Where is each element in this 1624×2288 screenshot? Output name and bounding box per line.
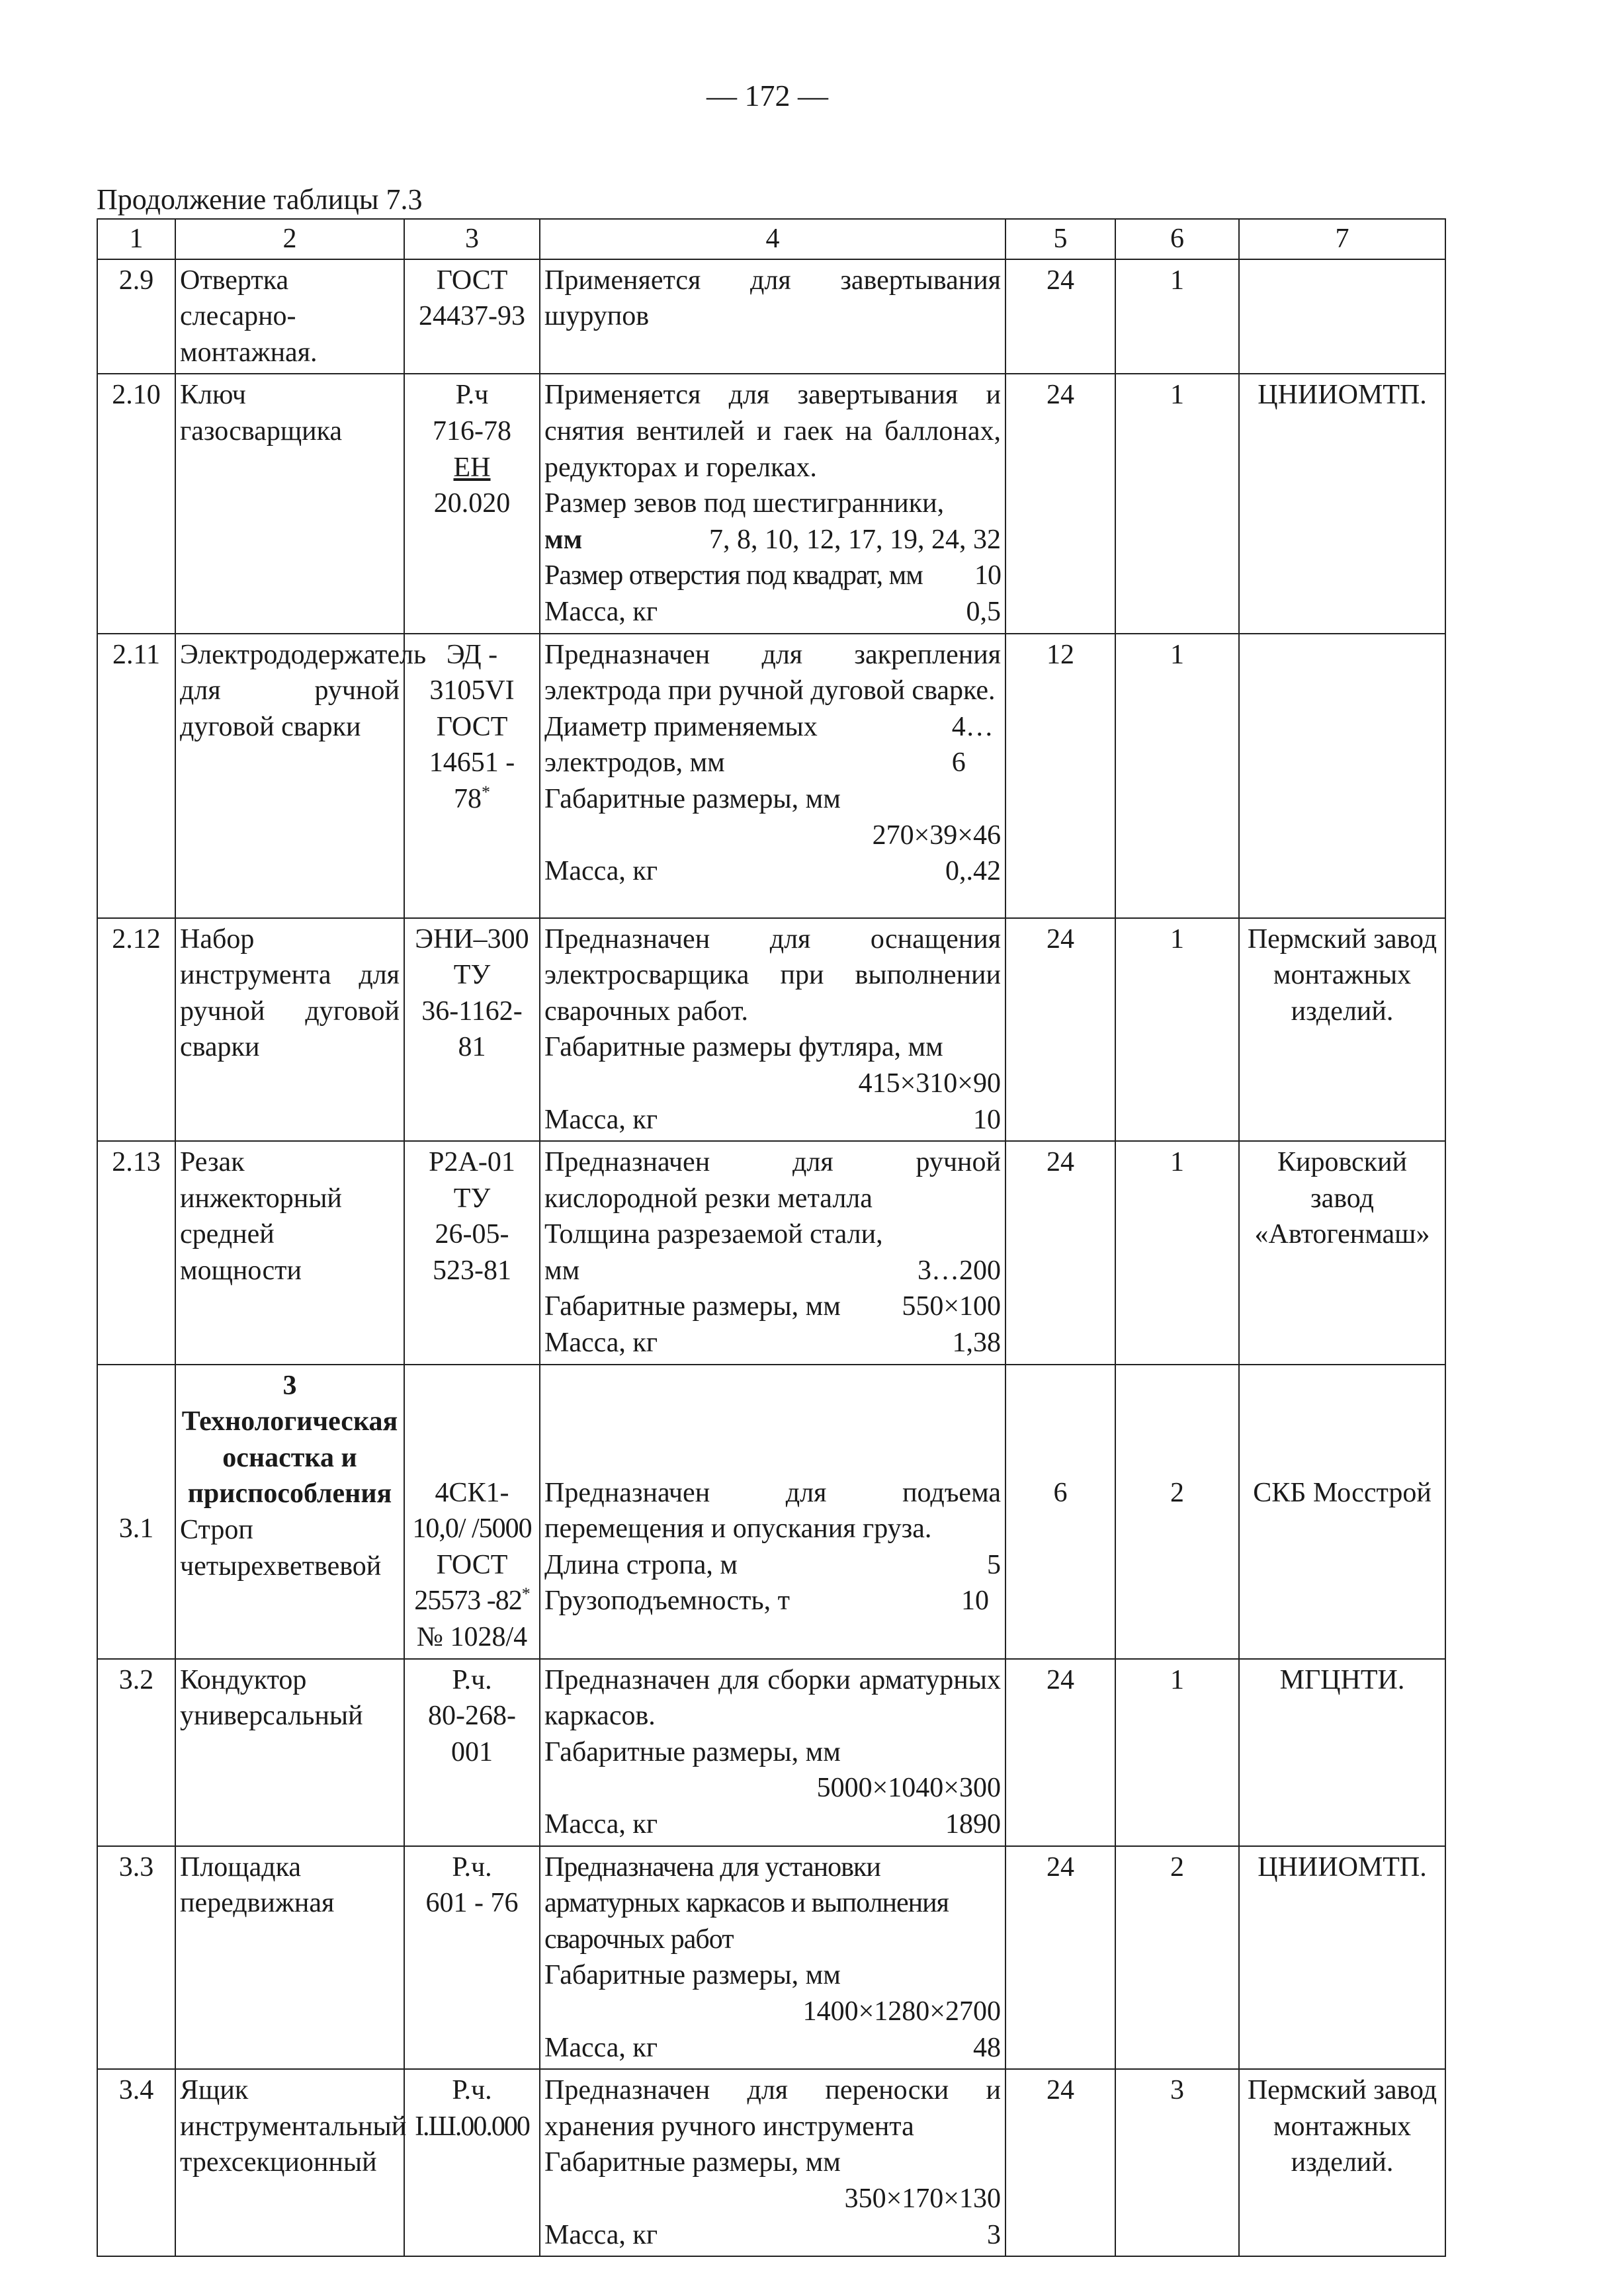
spec-label: Масса, кг — [544, 596, 658, 627]
spec-label: Габаритные размеры, мм — [544, 1736, 841, 1767]
desc-text: Предназначен для сборки арматурных каркасов. — [544, 1664, 1001, 1732]
col6-value: 1 — [1115, 634, 1239, 918]
row-number: 3.4 — [97, 2069, 175, 2256]
item-description — [540, 1846, 1005, 2070]
spec-line — [544, 709, 1001, 781]
col6-value: 2 — [1115, 1846, 1239, 2070]
doc-line: Р.ч. — [452, 1664, 492, 1695]
doc-line: ГОСТ — [436, 711, 508, 742]
spec-label: Габаритные размеры, мм — [544, 1960, 841, 1991]
row-number-text: 3.1 — [118, 1513, 154, 1544]
item-description — [540, 634, 1005, 918]
row-number — [97, 1365, 175, 1659]
spec-label: Масса, кг — [544, 1809, 658, 1840]
row-number: 2.13 — [97, 1141, 175, 1365]
table-caption: Продолжение таблицы 7.3 — [97, 183, 423, 216]
row-number: 3.3 — [97, 1846, 175, 2070]
col5-value — [1005, 1365, 1115, 1659]
spec-value: 10 — [961, 1586, 989, 1617]
item-description — [540, 374, 1005, 633]
item-name: Резак инжекторный средней мощности — [175, 1141, 404, 1365]
desc-text: Предназначен для переноски и хранения ручного инструмента — [544, 2075, 1001, 2142]
table-row — [97, 259, 1445, 374]
item-description — [540, 1659, 1005, 1846]
col5-value: 24 — [1005, 374, 1115, 633]
spec-value: 0,.42 — [945, 856, 1001, 887]
spec-line — [544, 1289, 1001, 1325]
spec-label: Длина стропа, м — [544, 1549, 738, 1580]
spec-label: Масса, кг — [544, 1104, 658, 1135]
doc-line: 001 — [451, 1736, 493, 1767]
header-cell: 6 — [1115, 219, 1239, 259]
spec-line — [544, 1583, 1001, 1619]
col7-value: Пермский завод монтажных изделий. — [1239, 2069, 1445, 2256]
item-name: Ящик инструментальный трехсекционный — [175, 2069, 404, 2256]
spec-value: 550×100 — [902, 1291, 1001, 1322]
item-name — [175, 1365, 404, 1659]
item-description — [540, 2069, 1005, 2256]
table-row — [97, 634, 1445, 918]
spec-value: 48 — [973, 2032, 1001, 2063]
item-name: Кондуктор универсальный — [175, 1659, 404, 1846]
spec-label: Масса, кг — [544, 2219, 658, 2250]
equipment-table — [97, 218, 1446, 2257]
desc-text: Применяется для завертывания шурупов — [544, 265, 1001, 332]
doc-text: 25573 -82 — [414, 1586, 522, 1617]
doc-line: 81 — [458, 1032, 486, 1063]
doc-line: 3105VI — [429, 675, 515, 706]
col5-value: 24 — [1005, 1846, 1115, 2070]
col6-value: 1 — [1115, 918, 1239, 1142]
doc-line: 601 - 76 — [425, 1888, 519, 1919]
col5-value: 24 — [1005, 918, 1115, 1142]
table-row — [97, 1365, 1445, 1659]
item-document — [404, 634, 540, 918]
spec-line — [544, 1547, 1001, 1584]
col7-value: Пермский завод монтажных изделий. — [1239, 918, 1445, 1142]
col6-value: 1 — [1115, 374, 1239, 633]
doc-line: 523-81 — [433, 1255, 511, 1286]
spec-label: Размер отверстия под квадрат, мм — [544, 560, 923, 591]
row-number: 3.2 — [97, 1659, 175, 1846]
doc-line: ТУ — [453, 1183, 491, 1214]
doc-text: 78 — [454, 783, 482, 814]
doc-line: Р.ч. — [452, 2075, 492, 2106]
item-name-text: Строп четырехветвевой — [180, 1515, 382, 1582]
spec-label: Масса, кг — [544, 2032, 658, 2063]
spec-label: Габаритные размеры футляра, мм — [544, 1032, 943, 1063]
item-description — [540, 259, 1005, 374]
desc-text: Предназначена для установки арматурных каркасов и выполнения сварочных работ — [544, 1851, 949, 1955]
desc-text: Предназначен для ручной кислородной резки металла — [544, 1147, 1001, 1214]
doc-line: 4СК1- — [435, 1477, 509, 1508]
col7-value — [1239, 259, 1445, 374]
footnote-mark: * — [521, 1584, 530, 1604]
item-document — [404, 374, 540, 633]
item-name: Электрододержатель для ручной дуговой сварки — [175, 634, 404, 918]
spec-value: 415×310×90 — [858, 1068, 1001, 1099]
spec-line — [544, 1102, 1001, 1138]
spec-value: 1890 — [945, 1809, 1001, 1840]
col5-value: 24 — [1005, 2069, 1115, 2256]
col7-text: СКБ Мосстрой — [1253, 1477, 1432, 1508]
col7-value: ЦНИИОМТП. — [1239, 1846, 1445, 2070]
desc-text: Предназначен для закрепления электрода при ручной дуговой сварке. — [544, 639, 1001, 706]
row-number: 2.12 — [97, 918, 175, 1142]
spec-line — [544, 853, 1001, 890]
table-row — [97, 374, 1445, 633]
spec-label: мм — [544, 524, 583, 555]
col6-value: 3 — [1115, 2069, 1239, 2256]
spec-value: 3 — [987, 2219, 1001, 2250]
spec-line — [544, 594, 1001, 630]
spec-value: 1400×1280×2700 — [802, 1996, 1001, 2027]
item-document — [404, 259, 540, 374]
doc-line: 36-1162- — [421, 996, 523, 1027]
doc-line: ЕН — [453, 452, 491, 483]
spec-line — [544, 2030, 1001, 2066]
spec-label: Грузоподъемность, т — [544, 1586, 791, 1617]
col6-value: 1 — [1115, 1141, 1239, 1365]
doc-line: ГОСТ — [436, 1549, 508, 1580]
item-document — [404, 1659, 540, 1846]
desc-text: Толщина разрезаемой стали, — [544, 1219, 883, 1250]
col5-value: 24 — [1005, 1659, 1115, 1846]
item-name: Ключ газосварщика — [175, 374, 404, 633]
spec-value: 350×170×130 — [844, 2183, 1001, 2214]
header-cell: 4 — [540, 219, 1005, 259]
col5-text: 6 — [1053, 1477, 1068, 1508]
table-row — [97, 1141, 1445, 1365]
page-number: — 172 — — [706, 79, 828, 112]
spec-line — [544, 558, 1001, 594]
spec-label: Габаритные размеры, мм — [544, 783, 841, 814]
doc-line — [409, 1583, 535, 1619]
doc-line: № 1028/4 — [416, 1622, 528, 1653]
item-document — [404, 2069, 540, 2256]
spec-line — [544, 1325, 1001, 1361]
spec-label: Габаритные размеры, мм — [544, 2147, 841, 2178]
spec-line — [544, 522, 1001, 558]
item-name: Набор инструмента для ручной дуговой сварки — [175, 918, 404, 1142]
spec-label: Габаритные размеры, мм — [544, 1291, 841, 1322]
table-row — [97, 918, 1445, 1142]
spec-label: Масса, кг — [544, 1328, 658, 1359]
col6-text: 2 — [1170, 1477, 1184, 1508]
header-cell: 2 — [175, 219, 404, 259]
doc-line — [409, 781, 535, 818]
doc-line: I.Ш.00.000 — [415, 2111, 529, 2142]
doc-line: ГОСТ — [436, 265, 508, 296]
row-number: 2.10 — [97, 374, 175, 633]
spec-line — [544, 1806, 1001, 1843]
spec-value: 10 — [974, 560, 1001, 591]
col6-value: 1 — [1115, 259, 1239, 374]
doc-line: 10,0/ /5000 — [412, 1513, 532, 1545]
doc-line: ЭНИ–300 — [415, 923, 529, 954]
col6-value — [1115, 1365, 1239, 1659]
item-description — [540, 1365, 1005, 1659]
col5-value: 24 — [1005, 1141, 1115, 1365]
spec-value: 10 — [973, 1104, 1001, 1135]
col7-value: МГЦНТИ. — [1239, 1659, 1445, 1846]
spec-value: 4…6 — [951, 711, 994, 779]
item-document — [404, 1141, 540, 1365]
item-name: Площадка передвижная — [175, 1846, 404, 2070]
spec-value: 1,38 — [952, 1328, 1001, 1359]
doc-line: 14651 - — [429, 747, 515, 779]
desc-text: Предназначен для подъема перемещения и опускания груза. — [544, 1477, 1001, 1545]
doc-line: Р2А-01 — [429, 1147, 515, 1178]
col5-value: 12 — [1005, 634, 1115, 918]
col7-value — [1239, 1365, 1445, 1659]
row-number: 2.11 — [97, 634, 175, 918]
table-header-row — [97, 219, 1445, 259]
doc-line: ЭД - — [446, 639, 498, 670]
col5-value: 24 — [1005, 259, 1115, 374]
item-document — [404, 918, 540, 1142]
item-document — [404, 1846, 540, 2070]
col7-value: ЦНИИОМТП. — [1239, 374, 1445, 633]
item-document — [404, 1365, 540, 1659]
footnote-mark: * — [482, 782, 490, 802]
spec-label: мм — [544, 1255, 580, 1286]
item-name: Отвертка слесарно-монтажная. — [175, 259, 404, 374]
doc-line: 80-268- — [428, 1701, 516, 1732]
spec-value: 270×39×46 — [872, 820, 1001, 851]
spec-line — [544, 2217, 1001, 2254]
header-cell: 1 — [97, 219, 175, 259]
doc-line: 716-78 — [433, 415, 511, 446]
doc-line: 20.020 — [433, 488, 511, 519]
col7-value: Кировский завод «Автогенмаш» — [1239, 1141, 1445, 1365]
doc-line: 26-05- — [435, 1219, 509, 1250]
spec-line — [544, 1253, 1001, 1289]
desc-text: Предназначен для оснащения электросварщика при выполнении сварочных работ. — [544, 923, 1001, 1027]
spec-value: 0,5 — [966, 596, 1001, 627]
spec-value: 5 — [987, 1549, 1001, 1580]
col6-value: 1 — [1115, 1659, 1239, 1846]
section-title: 3 Технологическая оснастка и приспособления — [181, 1370, 398, 1509]
item-description — [540, 918, 1005, 1142]
desc-text: Применяется для завертывания и снятия вентилей и гаек на баллонах, редукторах и горелках. — [544, 380, 1001, 483]
header-cell: 3 — [404, 219, 540, 259]
doc-line: ТУ — [453, 960, 491, 991]
spec-label: Масса, кг — [544, 856, 658, 887]
col7-value — [1239, 634, 1445, 918]
item-description — [540, 1141, 1005, 1365]
spec-value: 7, 8, 10, 12, 17, 19, 24, 32 — [709, 524, 1001, 555]
spec-value: 3…200 — [918, 1255, 1001, 1286]
header-cell: 7 — [1239, 219, 1445, 259]
table-row — [97, 1846, 1445, 2070]
header-cell: 5 — [1005, 219, 1115, 259]
spec-label: Диаметр применяемых электродов, мм — [544, 711, 818, 779]
row-number: 2.9 — [97, 259, 175, 374]
doc-line: Р.ч — [455, 380, 489, 411]
spec-value: 5000×1040×300 — [816, 1773, 1001, 1804]
doc-line: 24437-93 — [419, 301, 525, 332]
doc-line: Р.ч. — [452, 1851, 492, 1883]
desc-text: Размер зевов под шестигранники, — [544, 488, 945, 519]
table-row — [97, 2069, 1445, 2256]
table-row — [97, 1659, 1445, 1846]
